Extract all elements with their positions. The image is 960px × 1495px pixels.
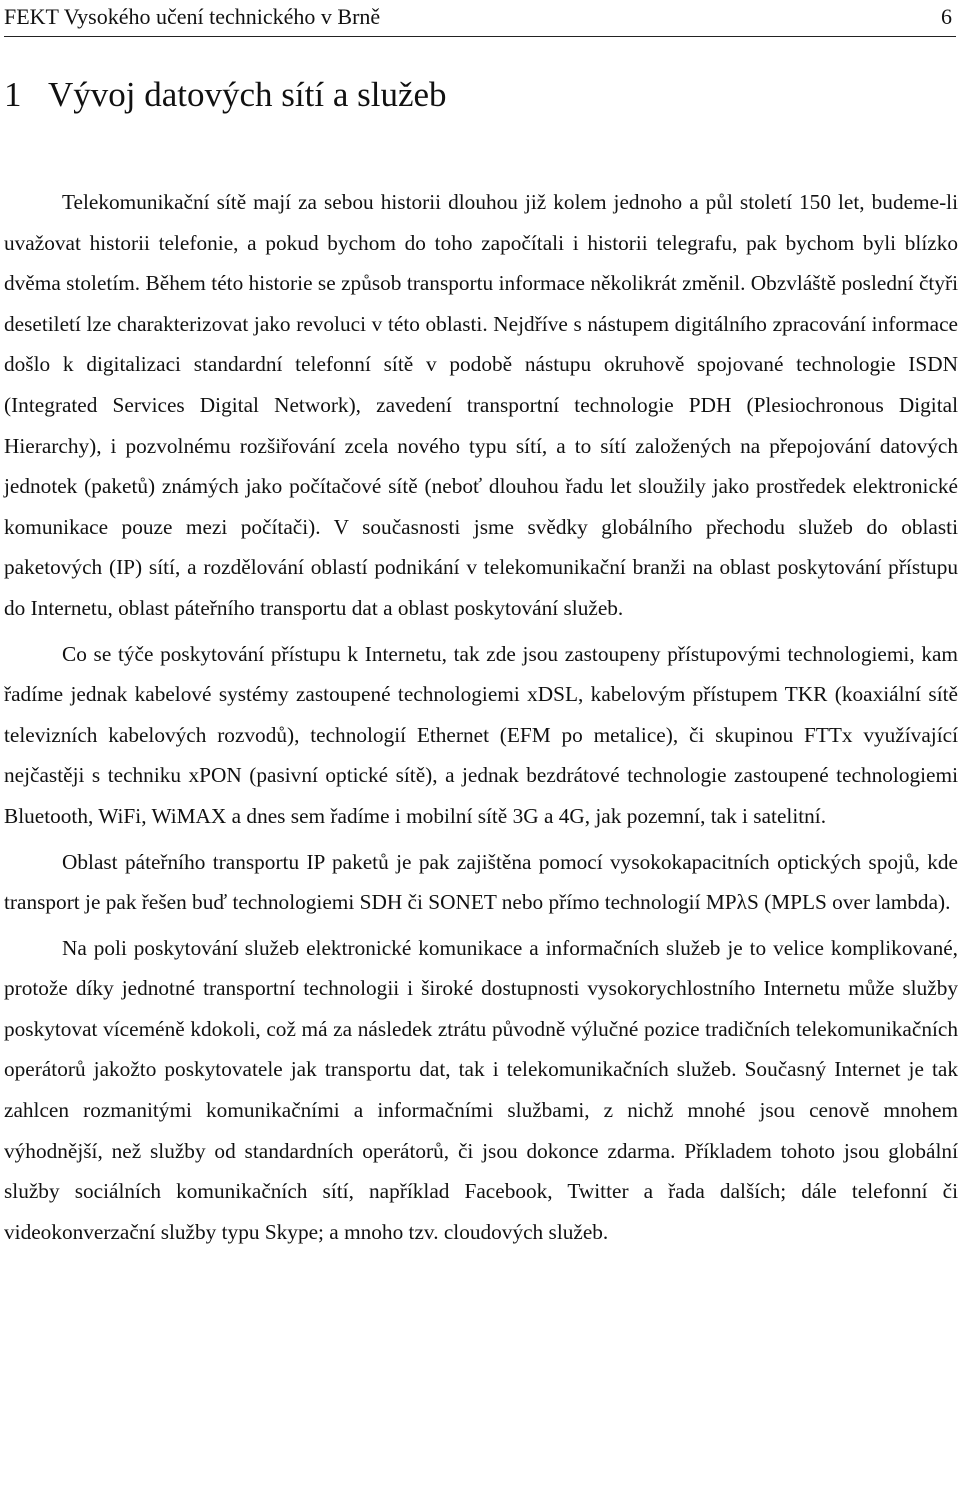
chapter-heading	[4, 70, 447, 120]
chapter-title: Vývoj datových sítí a služeb	[48, 75, 447, 114]
paragraph-backbone-transport: Oblast páteřního transportu IP paketů je pak zajištěna pomocí vysokokapacitních optických spojů, kde transport je pak řešen buď technologiemi SDH či SONET nebo přímo technologií MPλS (MPLS over lambda).	[4, 849, 958, 915]
page-number: 6	[941, 4, 952, 29]
body-text	[4, 182, 958, 1257]
running-header	[4, 2, 956, 37]
paragraph-history: Telekomunikační sítě mají za sebou historii dlouhou již kolem jednoho a půl století 150 let, budeme-li uvažovat historii telefonie, a pokud bychom do toho započítali i historii telegrafu, pak bychom byli blízko dvěma stoletím. Během této historie se způsob transportu informace několikrát změnil. Obzvláště poslední čtyři desetiletí lze charakterizovat jako revoluci v této oblasti. Nejdříve s nástupem digitálního zpracování informace došlo k digitalizaci standardní telefonní sítě v podobě nástupu okruhově spojované technologie ISDN (Integrated Services Digital Network), zavedení transportní technologie PDH (Plesiochronous Digital Hierarchy), i pozvolnému rozšiřování zcela nového typu sítí, a to sítí založených na přepojování datových jednotek (paketů) známých jako počítačové sítě (neboť dlouhou řadu let sloužily jako prostředek elektronické komunikace pouze mezi počítači). V současnosti jsme svědky globálního přechodu služeb do oblasti paketových (IP) sítí, a rozdělování oblastí podnikání v telekomunikační branži na oblast poskytování přístupu do Internetu, oblast páteřního transportu dat a oblast poskytování služeb.	[4, 190, 958, 620]
paragraph-services: Na poli poskytování služeb elektronické komunikace a informačních služeb je to velice komplikované, protože díky jednotné transportní technologii i široké dostupnosti vysokorychlostního Internetu může služby poskytovat víceméně kdokoli, což má za následek ztrátu původně výlučné pozice tradičních telekomunikačních operátorů jakožto poskytovatele jak transportu dat, tak i telekomunikačních služeb. Současný Internet je tak zahlcen rozmanitými komunikačními a informačními službami, z nichž mnohé jsou cenově mnohem výhodnější, než služby od standardních operátorů, či jsou dokonce zdarma. Příkladem tohoto jsou globální služby sociálních komunikačních sítí, například Facebook, Twitter a řada dalších; dále telefonní či videokonverzační služby typu Skype; a mnoho tzv. cloudových služeb.	[4, 935, 958, 1244]
header-institution: FEKT Vysokého učení technického v Brně	[4, 4, 381, 29]
chapter-number: 1	[4, 75, 22, 114]
paragraph-access-technologies: Co se týče poskytování přístupu k Internetu, tak zde jsou zastoupeny přístupovými technologiemi, kam řadíme jednak kabelové systémy zastoupené technologiemi xDSL, kabelovým přístupem TKR (koaxiální sítě televizních kabelových rozvodů), technologií Ethernet (EFM po metalice), či skupinou FTTx využívající nejčastěji s techniku xPON (pasivní optické sítě), a jednak bezdrátové technologie zastoupené technologiemi Bluetooth, WiFi, WiMAX a dnes sem řadíme i mobilní sítě 3G a 4G, jak pozemní, tak i satelitní.	[4, 641, 958, 828]
